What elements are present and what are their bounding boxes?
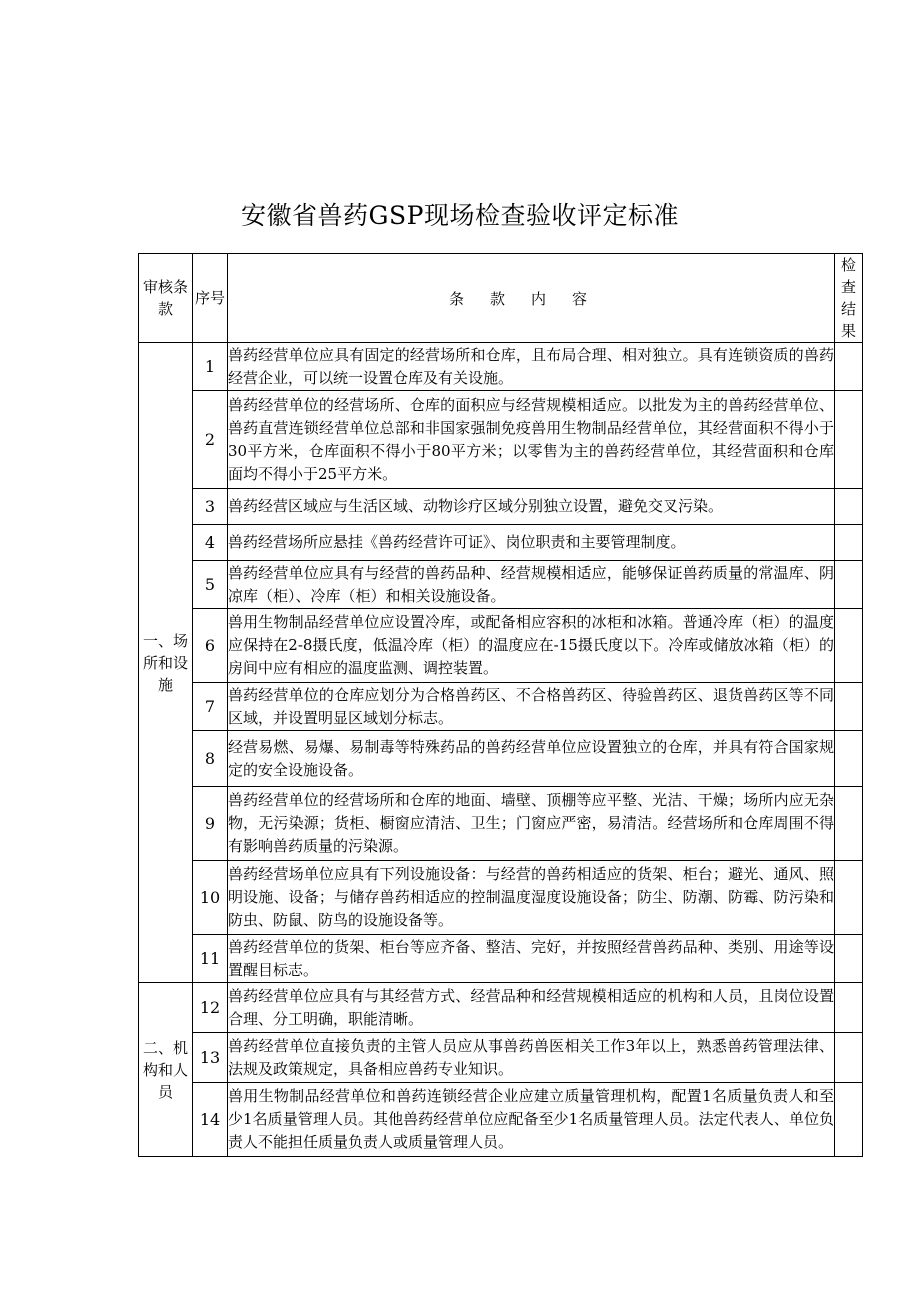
table-row — [139, 609, 863, 683]
item-number: 11 — [193, 935, 228, 983]
table-row — [139, 343, 863, 391]
item-content: 兽用生物制品经营单位和兽药连锁经营企业应建立质量管理机构，配置1名质量负责人和至少1名质量管理人员。其他兽药经营单位应配备至少1名质量管理人员。法定代表人、单位负责人不能担任质量负责人或质量管理人员。 — [228, 1083, 835, 1157]
item-number: 7 — [193, 683, 228, 731]
table-row — [139, 983, 863, 1033]
table-row — [139, 1033, 863, 1083]
table-row — [139, 683, 863, 731]
item-content: 兽药经营单位直接负责的主管人员应从事兽药兽医相关工作3年以上，熟悉兽药管理法律、法规及政策规定，具备相应兽药专业知识。 — [228, 1033, 835, 1083]
item-content: 兽药经营单位应具有固定的经营场所和仓库，且布局合理、相对独立。具有连锁资质的兽药经营企业，可以统一设置仓库及有关设施。 — [228, 343, 835, 391]
result-cell — [835, 787, 863, 861]
result-cell — [835, 561, 863, 609]
header-result: 检查结果 — [835, 254, 863, 343]
table-row — [139, 731, 863, 787]
header-category: 审核条款 — [139, 254, 193, 343]
table-row — [139, 561, 863, 609]
item-content: 兽用生物制品经营单位应设置冷库，或配备相应容积的冰柜和冰箱。普通冷库（柜）的温度应保持在2-8摄氏度，低温冷库（柜）的温度应在-15摄氏度以下。冷库或储放冰箱（柜）的房间中应有相应的温度监测、调控装置。 — [228, 609, 835, 683]
result-cell — [835, 861, 863, 935]
header-content: 条款内容 — [228, 254, 835, 343]
document-title: 安徽省兽药GSP现场检查验收评定标准 — [241, 201, 679, 230]
table-header-row — [139, 254, 863, 343]
item-number: 3 — [193, 489, 228, 525]
item-number: 6 — [193, 609, 228, 683]
item-content: 兽药经营场所应悬挂《兽药经营许可证》、岗位职责和主要管理制度。 — [228, 525, 835, 561]
result-cell — [835, 489, 863, 525]
item-number: 9 — [193, 787, 228, 861]
standards-table — [138, 253, 863, 1157]
result-cell — [835, 525, 863, 561]
category-cell: 二、机构和人员 — [139, 983, 193, 1157]
item-content: 兽药经营单位的经营场所和仓库的地面、墙壁、顶棚等应平整、光洁、干燥；场所内应无杂物，无污染源；货柜、橱窗应清洁、卫生；门窗应严密，易清洁。经营场所和仓库周围不得有影响兽药质量的污染源。 — [228, 787, 835, 861]
table-row — [139, 787, 863, 861]
item-number: 8 — [193, 731, 228, 787]
result-cell — [835, 609, 863, 683]
table-row — [139, 525, 863, 561]
item-content: 兽药经营单位的货架、柜台等应齐备、整洁、完好，并按照经营兽药品种、类别、用途等设置醒目标志。 — [228, 935, 835, 983]
item-content: 兽药经营单位应具有与经营的兽药品种、经营规模相适应，能够保证兽药质量的常温库、阴凉库（柜）、冷库（柜）和相关设施设备。 — [228, 561, 835, 609]
item-content: 兽药经营单位应具有与其经营方式、经营品种和经营规模相适应的机构和人员，且岗位设置合理、分工明确，职能清晰。 — [228, 983, 835, 1033]
result-cell — [835, 1083, 863, 1157]
item-number: 5 — [193, 561, 228, 609]
header-number: 序号 — [193, 254, 228, 343]
item-content: 经营易燃、易爆、易制毒等特殊药品的兽药经营单位应设置独立的仓库，并具有符合国家规定的安全设施设备。 — [228, 731, 835, 787]
result-cell — [835, 343, 863, 391]
category-cell: 一、场所和设施 — [139, 343, 193, 983]
result-cell — [835, 391, 863, 489]
item-number: 13 — [193, 1033, 228, 1083]
result-cell — [835, 1033, 863, 1083]
item-number: 2 — [193, 391, 228, 489]
item-content: 兽药经营区域应与生活区域、动物诊疗区域分别独立设置，避免交叉污染。 — [228, 489, 835, 525]
table-row — [139, 489, 863, 525]
item-number: 4 — [193, 525, 228, 561]
item-number: 12 — [193, 983, 228, 1033]
item-content: 兽药经营单位的仓库应划分为合格兽药区、不合格兽药区、待验兽药区、退货兽药区等不同区域，并设置明显区域划分标志。 — [228, 683, 835, 731]
result-cell — [835, 731, 863, 787]
item-content: 兽药经营单位的经营场所、仓库的面积应与经营规模相适应。以批发为主的兽药经营单位、兽药直营连锁经营单位总部和非国家强制免疫兽用生物制品经营单位，其经营面积不得小于30平方米，仓库面积不得小于80平方米；以零售为主的兽药经营单位，其经营面积和仓库面均不得小于25平方米。 — [228, 391, 835, 489]
item-number: 10 — [193, 861, 228, 935]
result-cell — [835, 683, 863, 731]
result-cell — [835, 983, 863, 1033]
item-content: 兽药经营场单位应具有下列设施设备：与经营的兽药相适应的货架、柜台；避光、通风、照明设施、设备；与储存兽药相适应的控制温度湿度设施设备；防尘、防潮、防霉、防污染和防虫、防鼠、防鸟的设施设备等。 — [228, 861, 835, 935]
item-number: 1 — [193, 343, 228, 391]
table-row — [139, 391, 863, 489]
result-cell — [835, 935, 863, 983]
item-number: 14 — [193, 1083, 228, 1157]
table-row — [139, 935, 863, 983]
table-row — [139, 1083, 863, 1157]
table-row — [139, 861, 863, 935]
